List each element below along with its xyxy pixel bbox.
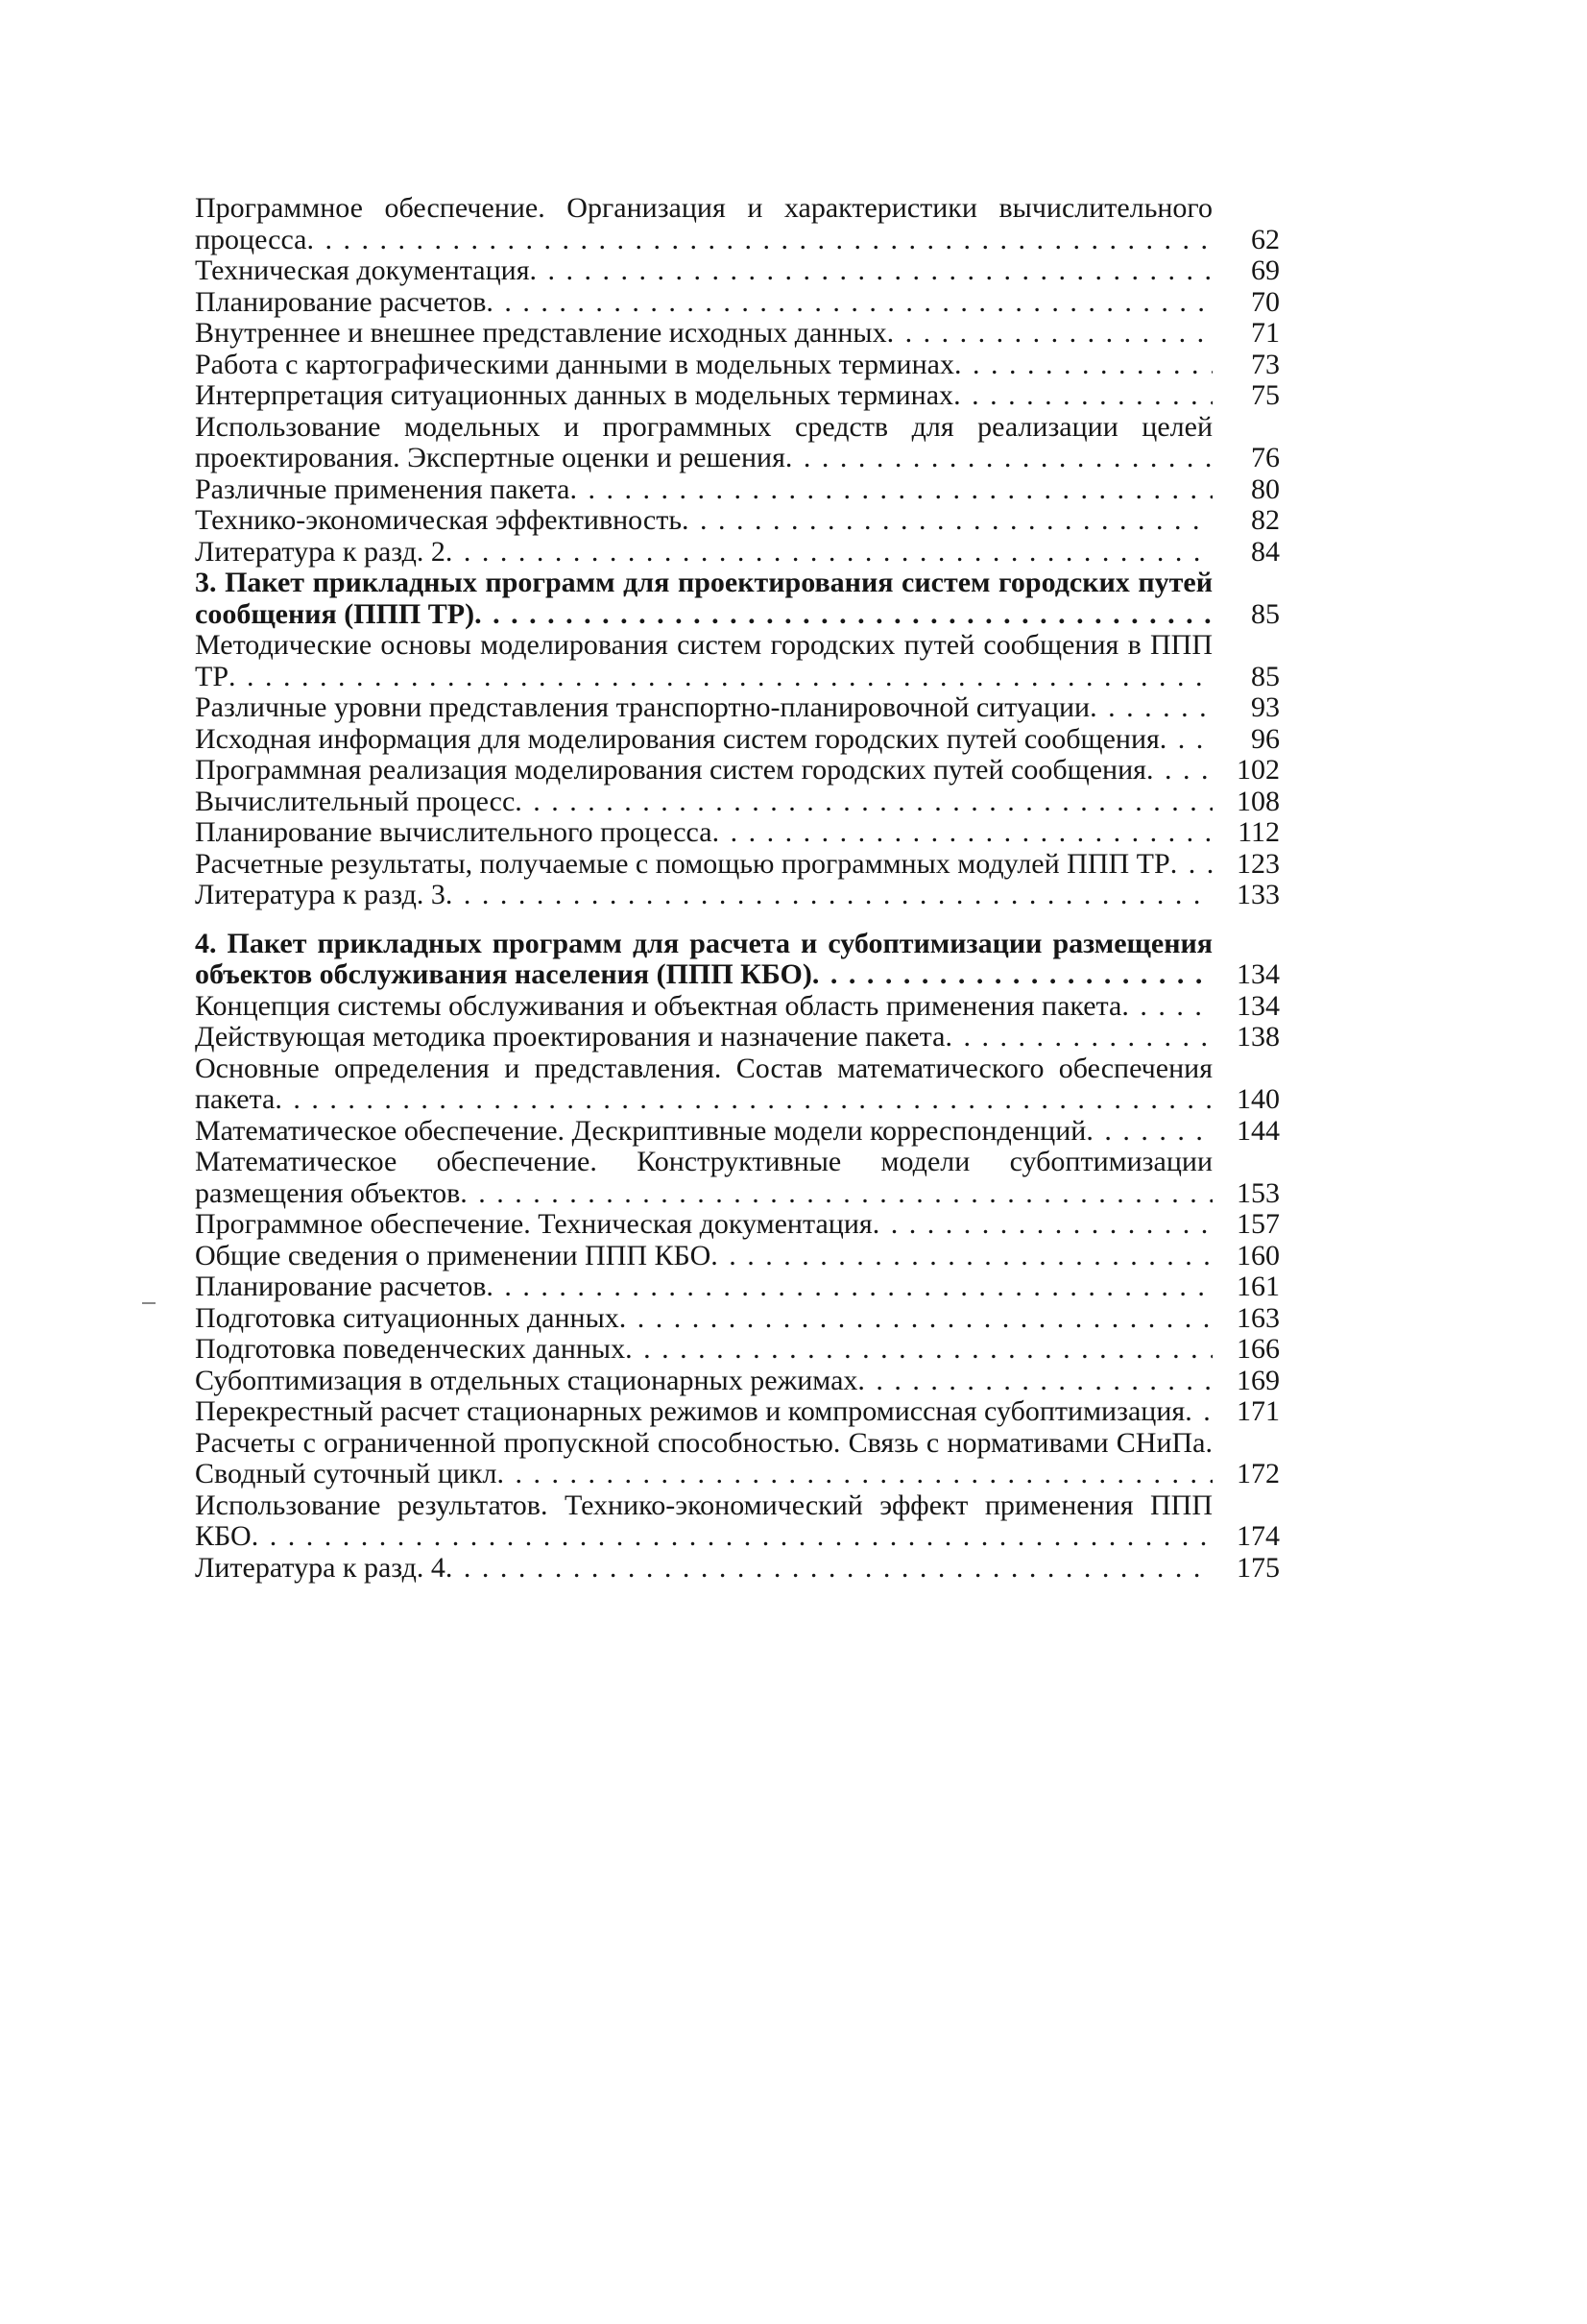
toc-entry-page: 160 <box>1237 1239 1280 1271</box>
toc-entry-page: 175 <box>1237 1551 1280 1584</box>
toc-entry-page: 153 <box>1237 1176 1280 1209</box>
toc-entry-title: Основные определения и представления. Состав математического обеспечения пакета . . . <box>195 1053 1213 1116</box>
toc-section-title: 3. Пакет прикладных программ для проектирования систем городских путей сообщения (ППП ТР) . . . <box>195 568 1213 630</box>
toc-entry[interactable] <box>195 287 1280 319</box>
toc-entry-title: Методические основы моделирования систем городских путей сообщения в ППП ТР . . . <box>195 630 1213 692</box>
toc-entry[interactable] <box>195 380 1280 412</box>
toc-entry[interactable] <box>195 318 1280 350</box>
toc-entry[interactable] <box>195 1147 1280 1209</box>
toc-entry-title: Расчеты с ограниченной пропускной способностью. Связь с нормативами СНиПа. Сводный суточный цикл . . . <box>195 1428 1213 1490</box>
toc-entry-title: Литература к разд. 4 . . . <box>195 1553 1213 1585</box>
toc-entry-page: 133 <box>1237 879 1280 910</box>
toc-entry[interactable] <box>195 412 1280 474</box>
toc-entry[interactable] <box>195 1022 1280 1053</box>
toc-entry[interactable] <box>195 817 1280 849</box>
toc-entry[interactable] <box>195 1366 1280 1397</box>
toc-entry[interactable] <box>195 350 1280 381</box>
toc-entry-title: Подготовка ситуационных данных . . . <box>195 1303 1213 1335</box>
toc-entry-title: Различные применения пакета . . . <box>195 474 1213 506</box>
toc-entry-title: Литература к разд. 2 . . . <box>195 537 1213 569</box>
toc-entry-title: Подготовка поведенческих данных . . . <box>195 1334 1213 1366</box>
toc-entry-title: Использование модельных и программных средств для реализации целей проектирования. Экспертные оценки и решения . . . <box>195 412 1213 474</box>
toc-entry-page: 174 <box>1237 1520 1280 1552</box>
toc-entry-page: 76 <box>1251 442 1280 473</box>
toc-entry-title: Внутреннее и внешнее представление исходных данных . . . <box>195 318 1213 350</box>
toc-entry-title: Планирование вычислительного процесса . . . <box>195 817 1213 849</box>
toc-entry[interactable] <box>195 255 1280 287</box>
toc-entry[interactable] <box>195 1241 1280 1272</box>
toc-entry-title: Перекрестный расчет стационарных режимов и компромиссная субоптимизация . . . <box>195 1396 1213 1428</box>
toc-entry[interactable] <box>195 1053 1280 1116</box>
toc-entry[interactable] <box>195 880 1280 911</box>
toc-entry-page: 80 <box>1251 472 1280 505</box>
toc-entry[interactable] <box>195 193 1280 255</box>
toc-entry-page: 96 <box>1251 722 1280 755</box>
toc-entry-title: Интерпретация ситуационных данных в модельных терминах . . . <box>195 380 1213 412</box>
toc-entry-page: 123 <box>1237 847 1280 880</box>
toc-entry[interactable] <box>195 991 1280 1023</box>
toc-entry-page: 73 <box>1251 348 1280 380</box>
toc-entry[interactable] <box>195 474 1280 506</box>
toc-entry-page: 161 <box>1237 1271 1280 1302</box>
toc-entry-title: Программное обеспечение. Техническая документация . . . <box>195 1209 1213 1241</box>
toc-entry-page: 140 <box>1237 1083 1280 1115</box>
toc-entry-title: Математическое обеспечение. Дескриптивные модели корреспонденций . . . <box>195 1116 1213 1148</box>
toc-entry-page: 85 <box>1251 597 1280 630</box>
toc-entry-page: 157 <box>1237 1208 1280 1240</box>
toc-entry[interactable] <box>195 849 1280 881</box>
toc-entry-title: Действующая методика проектирования и назначение пакета . . . <box>195 1022 1213 1053</box>
toc-entry-page: 134 <box>1237 989 1280 1022</box>
toc-entry-title: Общие сведения о применении ППП КБО . . . <box>195 1241 1213 1272</box>
toc-section-heading[interactable] <box>195 568 1280 630</box>
toc-entry-title: Исходная информация для моделирования систем городских путей сообщения . . . <box>195 724 1213 756</box>
toc-entry[interactable] <box>195 505 1280 537</box>
toc-entry[interactable] <box>195 755 1280 787</box>
toc-entry-page: 163 <box>1237 1301 1280 1334</box>
toc-entry-page: 69 <box>1251 254 1280 286</box>
toc-entry-title: Программное обеспечение. Организация и характеристики вычислительного процесса . . . <box>195 193 1213 255</box>
toc-entry-page: 75 <box>1251 379 1280 411</box>
toc-entry-title: Концепция системы обслуживания и объектная область применения пакета . . . <box>195 991 1213 1023</box>
toc-entry-page: 62 <box>1251 223 1280 255</box>
toc-entry-title: Различные уровни представления транспортно-планировочной ситуации . . . <box>195 692 1213 724</box>
toc-section-title: 4. Пакет прикладных программ для расчета и субоптимизации размещения объектов обслуживания населения (ППП КБО) . . . <box>195 929 1213 991</box>
toc-entry[interactable] <box>195 1271 1280 1303</box>
toc-entry[interactable] <box>195 1209 1280 1241</box>
toc-entry[interactable] <box>195 787 1280 818</box>
toc-entry-page: 71 <box>1251 317 1280 349</box>
toc-entry[interactable] <box>195 1553 1280 1585</box>
toc-entry-page: 144 <box>1237 1114 1280 1147</box>
toc-entry-page: 82 <box>1251 504 1280 536</box>
toc-entry-page: 93 <box>1251 691 1280 723</box>
toc-entry-page: 112 <box>1238 816 1280 848</box>
toc-entry-page: 108 <box>1237 785 1280 817</box>
toc-entry-page: 171 <box>1237 1395 1280 1427</box>
toc-entry-page: 172 <box>1237 1458 1280 1489</box>
toc-entry-title: Техническая документация . . . <box>195 255 1213 287</box>
toc-entry-page: 102 <box>1237 754 1280 786</box>
toc-entry-title: Использование результатов. Технико-экономический эффект применения ППП КБО . . . <box>195 1490 1213 1553</box>
toc-entry-title: Работа с картографическими данными в модельных терминах . . . <box>195 350 1213 381</box>
toc-entry-page: 169 <box>1237 1364 1280 1396</box>
toc-entry[interactable] <box>195 1116 1280 1148</box>
scan-mark <box>142 1302 156 1304</box>
toc-entry-page: 84 <box>1251 535 1280 568</box>
toc-entry[interactable] <box>195 1396 1280 1428</box>
toc-entry-title: Технико-экономическая эффективность . . . <box>195 505 1213 537</box>
toc-entry[interactable] <box>195 630 1280 692</box>
toc-entry-title: Литература к разд. 3 . . . <box>195 880 1213 911</box>
toc-entry-title: Расчетные результаты, получаемые с помощью программных модулей ППП ТР . . . <box>195 849 1213 881</box>
toc-entry-title: Субоптимизация в отдельных стационарных режимах . . . <box>195 1366 1213 1397</box>
toc-entry-page: 166 <box>1237 1333 1280 1365</box>
toc-entry-title: Программная реализация моделирования систем городских путей сообщения . . . <box>195 755 1213 787</box>
toc-entry-page: 85 <box>1251 660 1280 692</box>
toc-entry-title: Планирование расчетов . . . <box>195 1271 1213 1303</box>
toc-entry[interactable] <box>195 1334 1280 1366</box>
toc-entry-title: Планирование расчетов . . . <box>195 287 1213 319</box>
toc-entry[interactable] <box>195 724 1280 756</box>
toc-section-heading[interactable] <box>195 929 1280 991</box>
toc-entry[interactable] <box>195 1303 1280 1335</box>
toc-entry[interactable] <box>195 1490 1280 1553</box>
toc-entry-page: 138 <box>1237 1021 1280 1053</box>
toc-entry[interactable] <box>195 1428 1280 1490</box>
toc-entry[interactable] <box>195 692 1280 724</box>
toc-entry[interactable] <box>195 537 1280 569</box>
toc-entry-page: 70 <box>1251 285 1280 318</box>
toc-entry-page: 134 <box>1237 958 1280 990</box>
toc-entry-title: Математическое обеспечение. Конструктивные модели субоптимизации размещения объектов . . . <box>195 1147 1213 1209</box>
toc-entry-title: Вычислительный процесс . . . <box>195 787 1213 818</box>
table-of-contents <box>195 193 1280 1584</box>
